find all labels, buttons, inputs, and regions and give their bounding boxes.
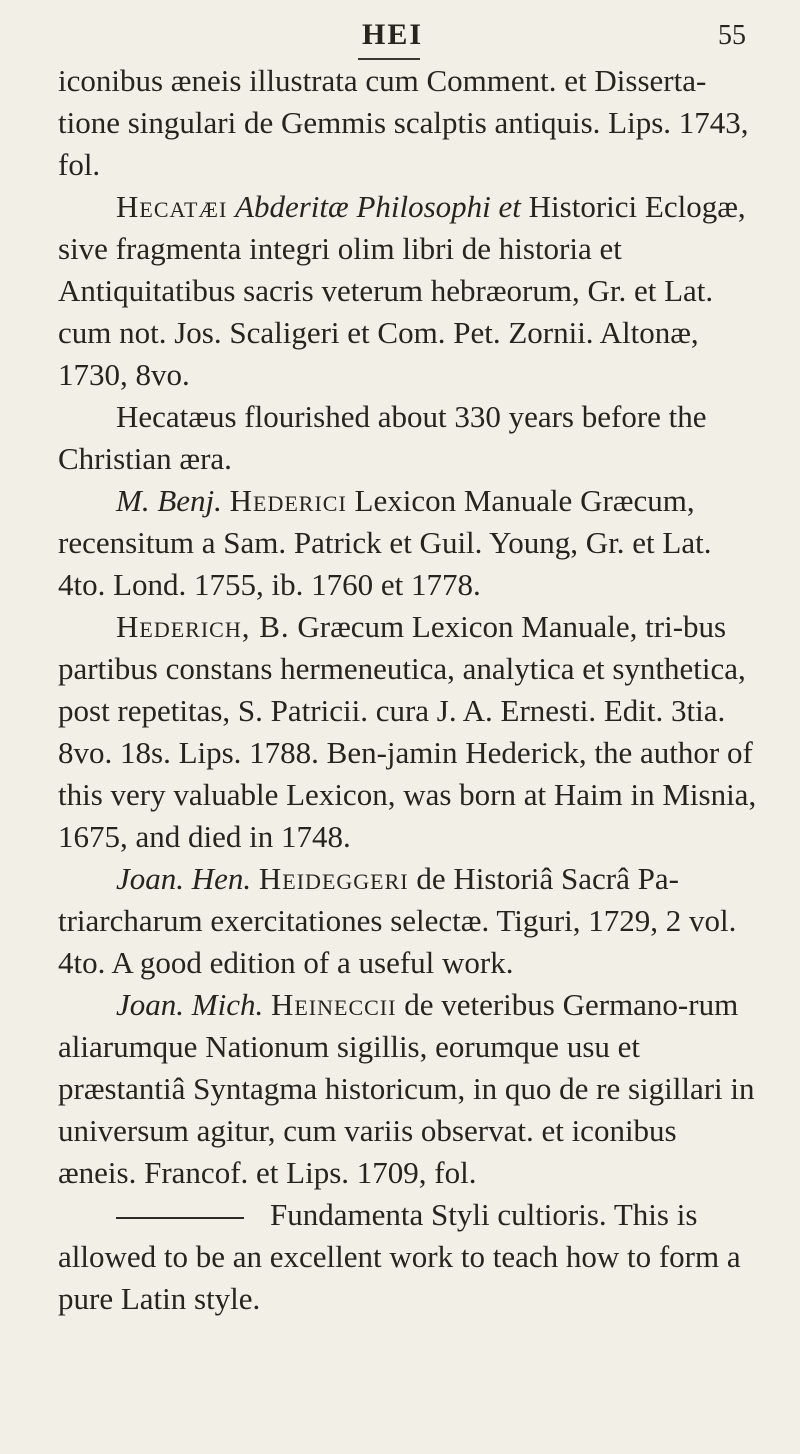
entry-author: Abderitæ Philosophi et: [235, 189, 521, 224]
running-head: HEI: [362, 18, 424, 51]
entry-continuation: [58, 60, 760, 186]
entry-heading: Heideggeri: [258, 861, 409, 896]
catalogue-text: [58, 60, 760, 1320]
entry-body: Lexicon Manuale Græcum, recensitum a Sam. Patrick et Guil. Young, Gr. et Lat. 4to. Lond. 1755, ib. 1760 et 1778.: [58, 483, 712, 602]
entry-hecataeus-note: [58, 396, 760, 480]
entry-author: M. Benj.: [116, 483, 222, 518]
entry-body: Fundamenta Styli cultioris. This is allowed to be an excellent work to teach how to form a pure Latin style.: [58, 1197, 741, 1316]
entry-body: de Historiâ Sacrâ Pa-triarcharum exercitationes selectæ. Tiguri, 1729, 2 vol. 4to. A good edition of a useful work.: [58, 861, 737, 980]
entry-hederici-lexicon: [58, 480, 760, 606]
entry-heideggeri: [58, 858, 760, 984]
entry-author: Joan. Hen.: [116, 861, 252, 896]
entry-heading: Heineccii: [270, 987, 397, 1022]
entry-title-start: Historici: [528, 189, 638, 224]
entry-heading: Hederich, B.: [116, 609, 290, 644]
entry-heineccii-fundamenta: [58, 1194, 760, 1320]
entry-hecataei-eclogae: [58, 186, 760, 396]
page-header: [58, 10, 760, 60]
entry-body: de veteribus Germano-rum aliarumque Nationum sigillis, eorumque usu et præstantiâ Syntagma historicum, in quo de re sigillari in universum agitur, cum variis observat. et iconibus æneis. Francof. et Lips. 1709, fol.: [58, 987, 755, 1190]
entry-body: Hecatæus flourished about 330 years before the Christian æra.: [58, 399, 707, 476]
page-number: 55: [718, 20, 746, 51]
entry-heading: Hecatæi: [116, 189, 228, 224]
entry-hederich-lexicon: [58, 606, 760, 858]
entry-heading: Hederici: [229, 483, 347, 518]
entry-body: Eclogæ, sive fragmenta integri olim libri de historia et Antiquitatibus sacris veterum hebræorum, Gr. et Lat. cum not. Jos. Scaligeri et Com. Pet. Zornii. Altonæ, 1730, 8vo.: [58, 189, 746, 392]
entry-author: Joan. Mich.: [116, 987, 264, 1022]
ditto-dash: [116, 1217, 244, 1219]
head-rule: [358, 58, 420, 60]
entry-heineccii-sigillis: [58, 984, 760, 1194]
entry-body: iconibus æneis illustrata cum Comment. et Disserta-tione singulari de Gemmis scalptis antiquis. Lips. 1743, fol.: [58, 63, 749, 182]
entry-body: Græcum Lexicon Manuale, tri-bus partibus constans hermeneutica, analytica et synthetica, post repetitas, S. Patricii. cura J. A. Ernesti. Edit. 3tia. 8vo. 18s. Lips. 1788. Ben-jamin Hederick, the author of this very valuable Lexicon, was born at Haim in Misnia, 1675, and died in 1748.: [58, 609, 757, 854]
